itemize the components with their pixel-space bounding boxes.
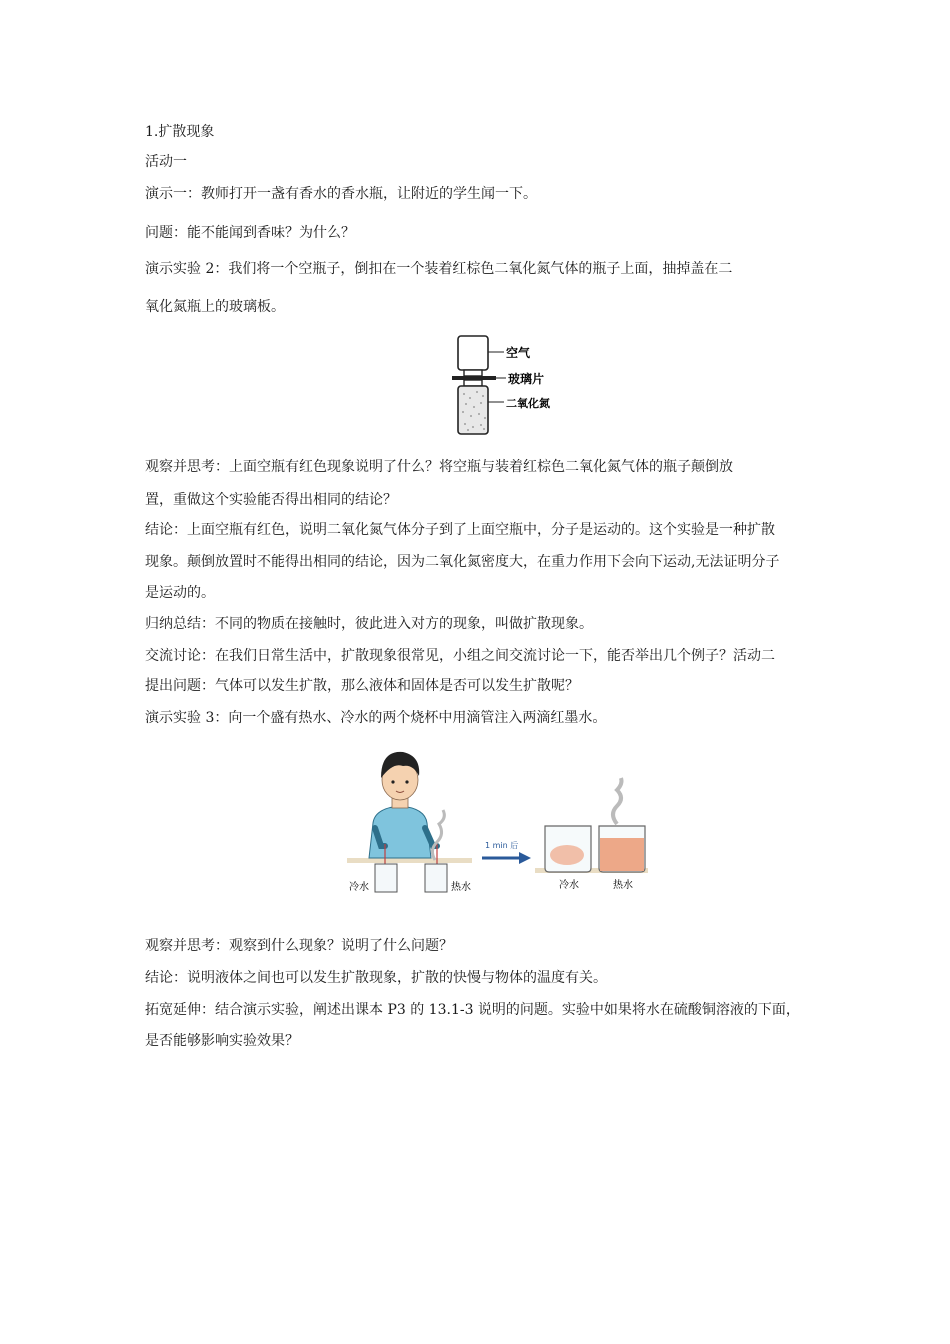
label-cold-before: 冷水 — [349, 882, 369, 893]
label-no2: 二氧化氮 — [506, 397, 550, 410]
conclusion1-text-line1: 结论：上面空瓶有红色，说明二氧化氮气体分子到了上面空瓶中，分子是运动的。这个实验是一种扩散 — [145, 522, 775, 538]
ink-cold — [550, 845, 584, 865]
question2-text: 提出问题：气体可以发生扩散，那么液体和固体是否可以发生扩散呢？ — [145, 678, 579, 694]
steam-left — [432, 810, 444, 860]
label-hot-before: 热水 — [451, 882, 471, 893]
beaker-cold-before — [375, 864, 397, 892]
diffusion-jars-figure — [450, 332, 570, 440]
activity-label: 活动一 — [145, 154, 187, 170]
demo2-text-line1: 演示实验 2：我们将一个空瓶子，倒扣在一个装着红棕色二氧化氮气体的瓶子上面，抽掉盖在二 — [145, 261, 733, 277]
extension-text-line2: 是否能够影响实验效果？ — [145, 1033, 299, 1049]
conclusion1-text-line2: 现象。颠倒放置时不能得出相同的结论，因为二氧化氮密度大，在重力作用下会向下运动,无法证明分子 — [145, 554, 780, 570]
label-air: 空气 — [506, 346, 531, 360]
summary-text: 归纳总结：不同的物质在接触时，彼此进入对方的现象，叫做扩散现象。 — [145, 616, 593, 632]
demo3-text: 演示实验 3：向一个盛有热水、冷水的两个烧杯中用滴管注入两滴红墨水。 — [145, 710, 607, 726]
conclusion1-text-line3: 是运动的。 — [145, 585, 215, 601]
label-glass: 玻璃片 — [508, 372, 545, 386]
beaker-hot-before — [425, 864, 447, 892]
beaker-experiment-figure — [345, 738, 650, 908]
observe1-text-line2: 置，重做这个实验能否得出相同的结论？ — [145, 492, 397, 508]
conclusion2-text: 结论：说明液体之间也可以发生扩散现象，扩散的快慢与物体的温度有关。 — [145, 970, 607, 986]
section-heading: 1.扩散现象 — [145, 124, 215, 140]
observe2-text: 观察并思考：观察到什么现象？说明了什么问题？ — [145, 938, 453, 954]
upper-jar-neck — [464, 370, 482, 376]
label-hot-after: 热水 — [613, 880, 633, 891]
demo2-text-line2: 氧化氮瓶上的玻璃板。 — [145, 299, 285, 315]
demo1-text: 演示一：教师打开一盏有香水的香水瓶，让附近的学生闻一下。 — [145, 186, 537, 202]
question1-text: 问题：能不能闻到香味？为什么？ — [145, 225, 355, 241]
student-illustration — [369, 752, 437, 864]
observe1-text-line1: 观察并思考：上面空瓶有红色现象说明了什么？将空瓶与装着红棕色二氧化氮气体的瓶子颠倒放 — [145, 459, 733, 475]
arrow-label: 1 min 后 — [485, 841, 519, 850]
discussion-text: 交流讨论：在我们日常生活中，扩散现象很常见，小组之间交流讨论一下，能否举出几个例子？活动二 — [145, 648, 775, 664]
lower-jar-neck — [464, 380, 482, 386]
ink-hot — [600, 838, 644, 871]
extension-text-line1: 拓宽延伸：结合演示实验，阐述出课本 P3 的 13.1-3 说明的问题。实验中如果将水在硫酸铜溶液的下面， — [145, 1002, 800, 1018]
label-cold-after: 冷水 — [559, 880, 579, 891]
upper-jar — [458, 336, 488, 370]
steam-right — [613, 778, 622, 824]
left-table — [347, 858, 472, 863]
